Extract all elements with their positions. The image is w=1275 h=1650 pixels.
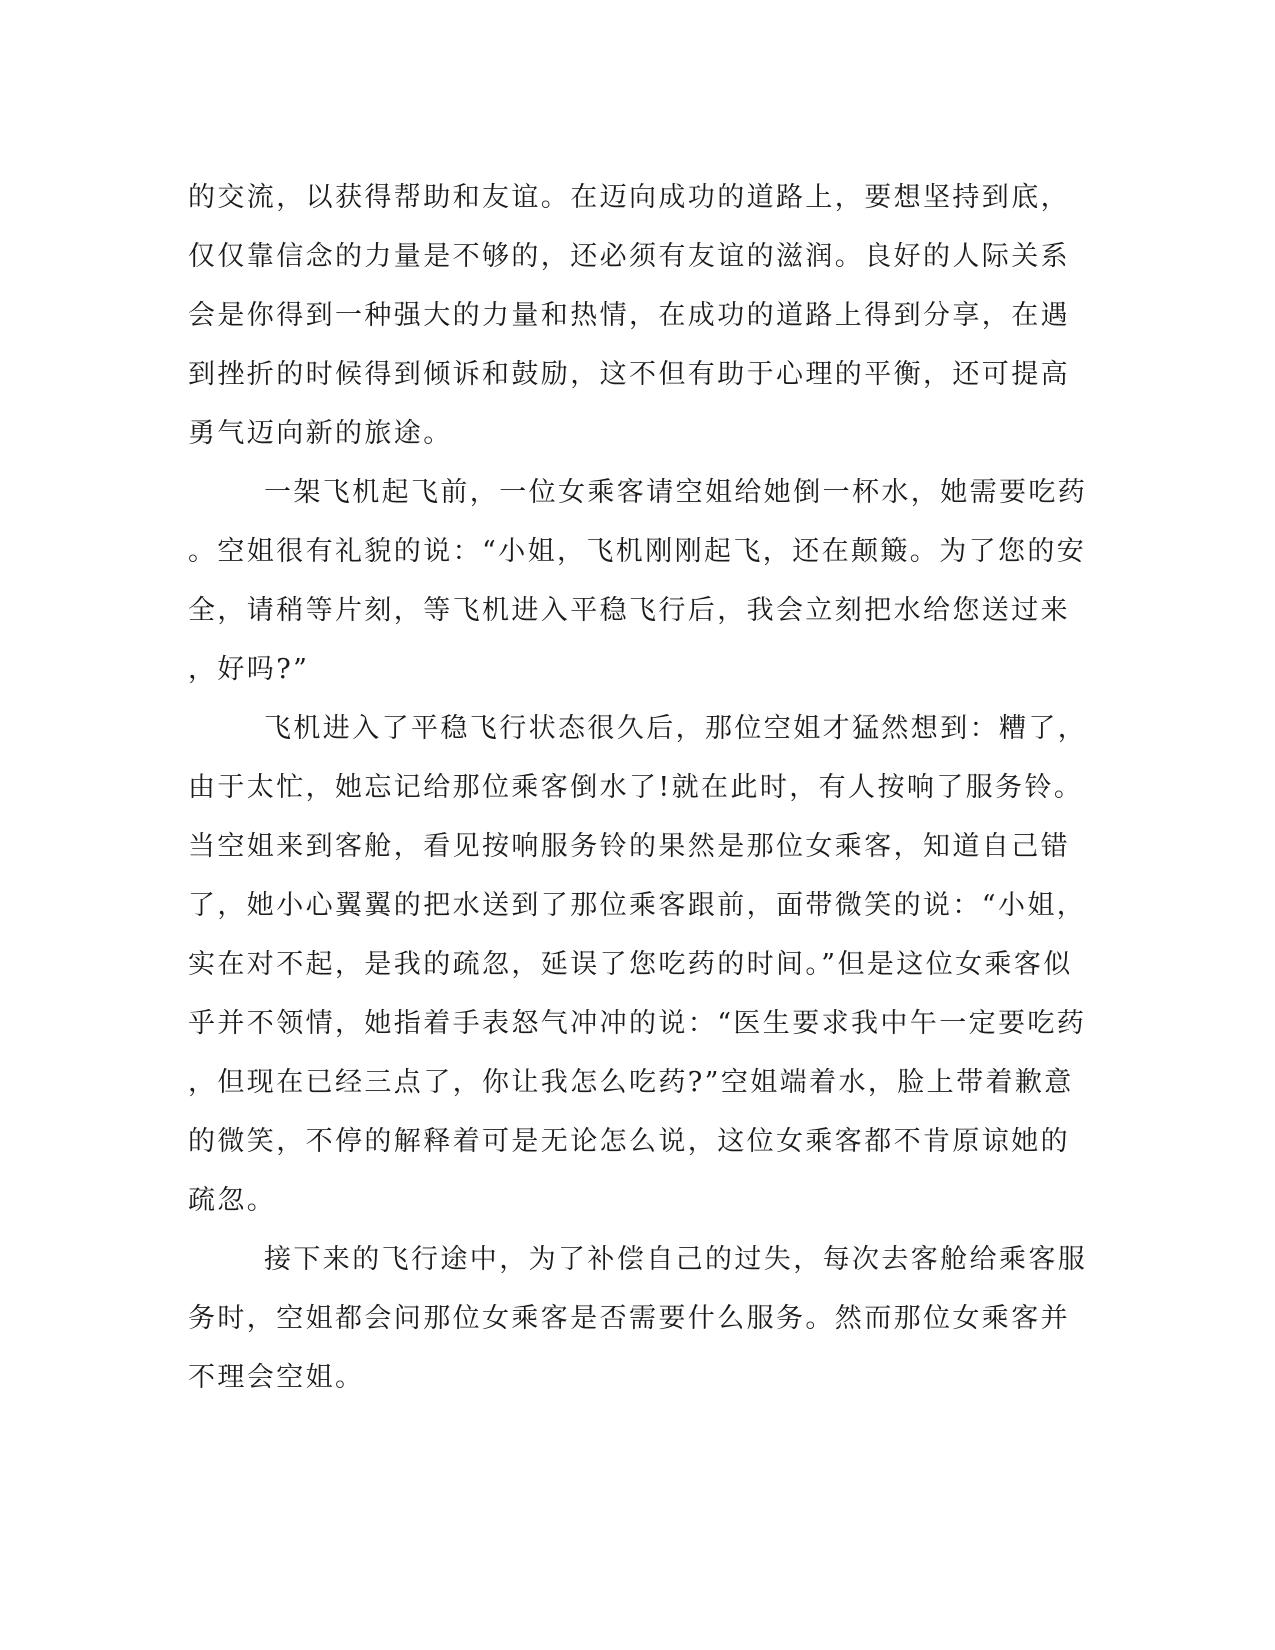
text-line: ，好吗?”: [188, 654, 310, 685]
text-line: 当空姐来到客舱，看见按响服务铃的果然是那位女乘客，知道自己错: [188, 831, 1070, 862]
text-line: 乎并不领情，她指着手表怒气冲冲的说：“医生要求我中午一定要吃药: [188, 1008, 1087, 1039]
text-line: 由于太忙，她忘记给那位乘客倒水了!就在此时，有人按响了服务铃。: [188, 772, 1084, 803]
text-line: 务时，空姐都会问那位女乘客是否需要什么服务。然而那位女乘客并: [188, 1303, 1070, 1334]
paragraph-first-line: 接下来的飞行途中，为了补偿自己的过失，每次去客舱给乘客服: [264, 1244, 1088, 1275]
text-line: 了，她小心翼翼的把水送到了那位乘客跟前，面带微笑的说：“小姐，: [188, 890, 1087, 921]
text-line: 仅仅靠信念的力量是不够的，还必须有友谊的滋润。良好的人际关系: [188, 241, 1070, 272]
text-line: 全，请稍等片刻，等飞机进入平稳飞行后，我会立刻把水给您送过来: [188, 595, 1070, 626]
text-line: 到挫折的时候得到倾诉和鼓励，这不但有助于心理的平衡，还可提高: [188, 359, 1070, 390]
text-line: 。空姐很有礼貌的说：“小姐，飞机刚刚起飞，还在颠簸。为了您的安: [188, 536, 1087, 567]
text-line: 疏忽。: [188, 1185, 277, 1216]
text-line: ，但现在已经三点了，你让我怎么吃药?”空姐端着水，脸上带着歉意: [188, 1067, 1074, 1098]
text-line: 勇气迈向新的旅途。: [188, 418, 453, 449]
body-text: [188, 168, 1088, 1407]
paragraph-first-line: 一架飞机起飞前，一位女乘客请空姐给她倒一杯水，她需要吃药: [264, 477, 1088, 508]
text-line: 的微笑，不停的解释着可是无论怎么说，这位女乘客都不肯原谅她的: [188, 1126, 1070, 1157]
text-line: 会是你得到一种强大的力量和热情，在成功的道路上得到分享，在遇: [188, 300, 1070, 331]
text-line: 不理会空姐。: [188, 1362, 365, 1393]
paragraph-first-line: 飞机进入了平稳飞行状态很久后，那位空姐才猛然想到：糟了，: [264, 713, 1088, 744]
text-line: 的交流，以获得帮助和友谊。在迈向成功的道路上，要想坚持到底，: [188, 182, 1070, 213]
text-line: 实在对不起，是我的疏忽，延误了您吃药的时间。”但是这位女乘客似: [188, 949, 1073, 980]
